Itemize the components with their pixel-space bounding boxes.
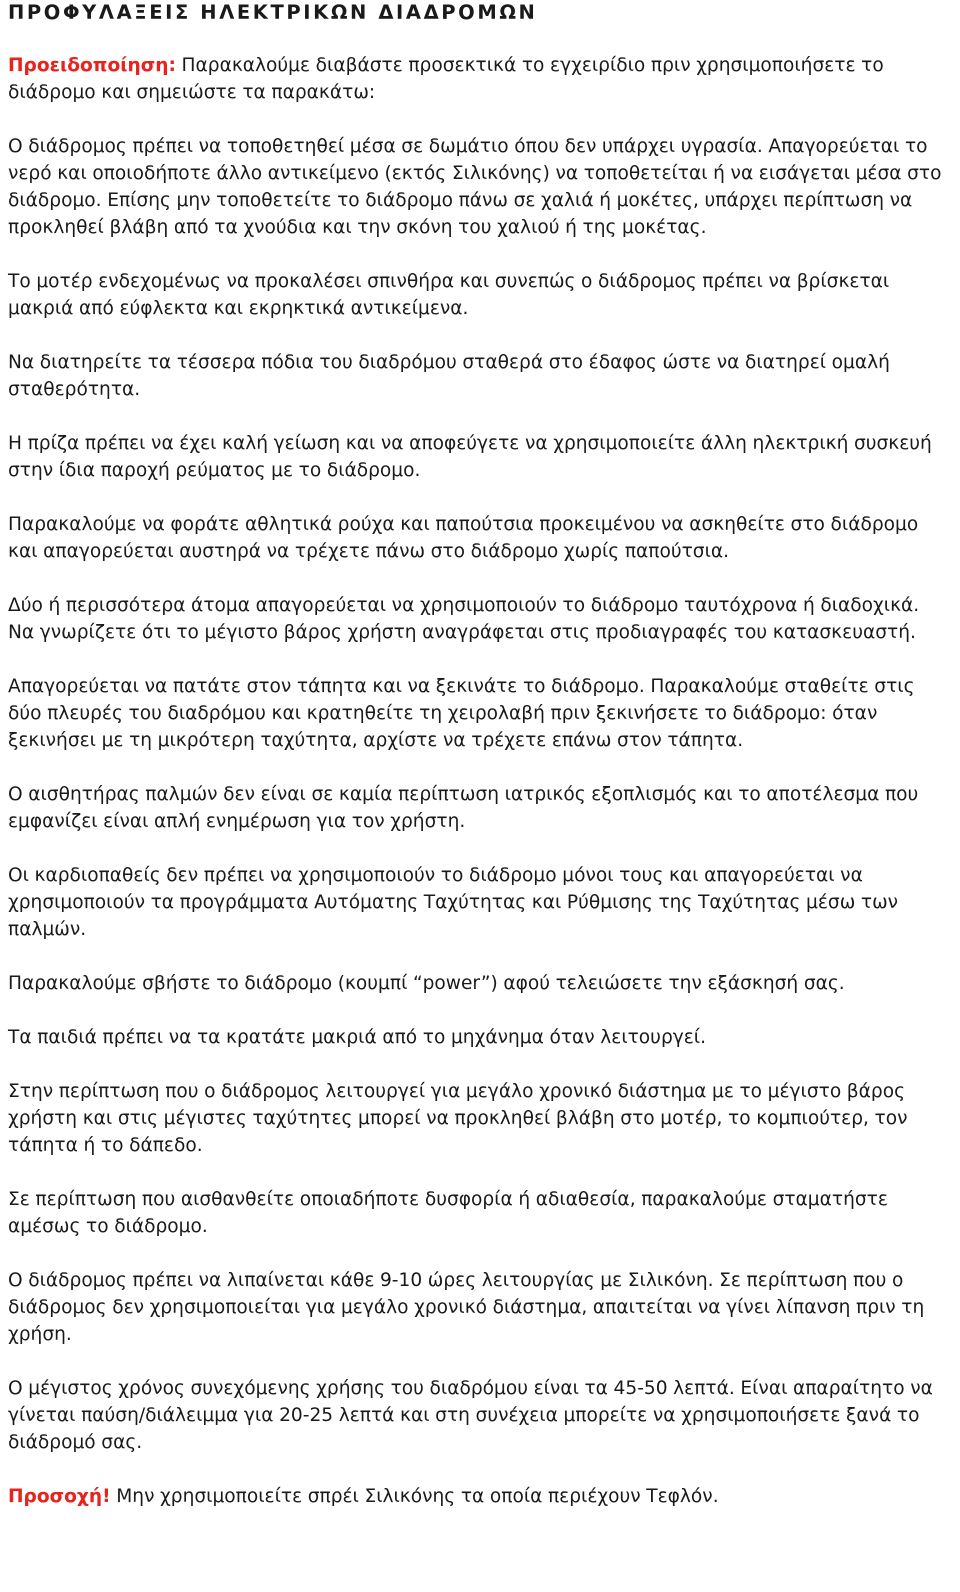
warning-paragraph [8,52,950,106]
paragraph-starting: Απαγορεύεται να πατάτε στον τάπητα και να ξεκινάτε το διάδρομο. Παρακαλούμε σταθείτε στις δύο πλευρές του διαδρόμου και κρατηθείτε τη χειρολαβή πριν ξεκινήσετε το διάδρομο: όταν ξεκινήσει με τη μικρότερη ταχύτητα, αρχίστε να τρέχετε επάνω στον τάπητα. [8,676,915,751]
paragraph-clothing: Παρακαλούμε να φοράτε αθλητικά ρούχα και παπούτσια προκειμένου να ασκηθείτε στο διάδρομο και απαγορεύεται αυστηρά να τρέχετε πάνω στο διάδρομο χωρίς παπούτσια. [8,514,919,562]
caution-label: Προσοχή! [8,1486,111,1507]
paragraph-single-user: Δύο ή περισσότερα άτομα απαγορεύεται να χρησιμοποιούν το διάδρομο ταυτόχρονα ή διαδοχικά. Να γνωρίζετε ότι το μέγιστο βάρος χρήστη αναγράφεται στις προδιαγραφές του κατασκευαστή. [8,595,920,643]
paragraph-grounding: Η πρίζα πρέπει να έχει καλή γείωση και να αποφεύγετε να χρησιμοποιείτε άλλη ηλεκτρική συσκευή στην ίδια παροχή ρεύματος με το διάδρομο. [8,433,932,481]
document-title: ΠΡΟΦΥΛΑΞΕΙΣ ΗΛΕΚΤΡΙΚΩΝ ΔΙΑΔΡΟΜΩΝ [8,1,538,24]
paragraph-power-off: Παρακαλούμε σβήστε το διάδρομο (κουμπί “power”) αφού τελειώσετε την εξάσκησή σας. [8,973,845,994]
paragraph-pulse-sensor: Ο αισθητήρας παλμών δεν είναι σε καμία περίπτωση ιατρικός εξοπλισμός και το αποτέλεσμα που εμφανίζει είναι απλή ενημέρωση για τον χρήστη. [8,784,919,832]
warning-label: Προειδοποίηση: [8,55,176,76]
paragraph-feet-stability: Να διατηρείτε τα τέσσερα πόδια του διαδρόμου σταθερά στο έδαφος ώστε να διατηρεί ομαλή σταθερότητα. [8,352,890,400]
paragraph-max-usage-time: Ο μέγιστος χρόνος συνεχόμενης χρήσης του διαδρόμου είναι τα 45-50 λεπτά. Είναι απαραίτητο να γίνεται παύση/διάλειμμα για 20-25 λεπτά και στη συνέχεια μπορείτε να χρησιμοποιήσετε ξανά το διάδρομό σας. [8,1378,933,1453]
paragraph-overload: Στην περίπτωση που ο διάδρομος λειτουργεί για μεγάλο χρονικό διάστημα με το μέγιστο βάρος χρήστη και στις μέγιστες ταχύτητες μπορεί να προκληθεί βλάβη στο μοτέρ, το κομπιούτερ, τον τάπητα ή το δάπεδο. [8,1081,908,1156]
paragraph-discomfort: Σε περίπτωση που αισθανθείτε οποιαδήποτε δυσφορία ή αδιαθεσία, παρακαλούμε σταματήστε αμέσως το διάδρομο. [8,1189,888,1237]
caution-text: Μην χρησιμοποιείτε σπρέι Σιλικόνης τα οποία περιέχουν Τεφλόν. [110,1486,719,1507]
caution-paragraph [8,1483,950,1510]
paragraph-humidity: Ο διάδρομος πρέπει να τοποθετηθεί μέσα σε δωμάτιο όπου δεν υπάρχει υγρασία. Απαγορεύεται το νερό και οποιοδήποτε άλλο αντικείμενο (εκτός Σιλικόνης) να τοποθετείται ή να εισάγεται μέσα στο διάδρομο. Επίσης μην τοποθετείτε το διάδρομο πάνω σε χαλιά ή μοκέτες, υπάρχει περίπτωση να προκληθεί βλάβη από τα χνούδια και την σκόνη του χαλιού ή της μοκέτας. [8,136,942,238]
paragraph-children: Τα παιδιά πρέπει να τα κρατάτε μακριά από το μηχάνημα όταν λειτουργεί. [8,1027,706,1048]
paragraph-lubrication: Ο διάδρομος πρέπει να λιπαίνεται κάθε 9-10 ώρες λειτουργίας με Σιλικόνη. Σε περίπτωση που ο διάδρομος δεν χρησιμοποιείται για μεγάλο χρονικό διάστημα, απαιτείται να γίνει λίπανση πριν τη χρήση. [8,1270,925,1345]
paragraph-heart-patients: Οι καρδιοπαθείς δεν πρέπει να χρησιμοποιούν το διάδρομο μόνοι τους και απαγορεύεται να χρησιμοποιούν τα προγράμματα Αυτόματης Ταχύτητας και Ρύθμισης της Ταχύτητας μέσω των παλμών. [8,865,899,940]
warning-text: Παρακαλούμε διαβάστε προσεκτικά το εγχειρίδιο πριν χρησιμοποιήσετε το διάδρομο και σημειώστε τα παρακάτω: [8,55,884,103]
paragraph-sparks: Το μοτέρ ενδεχομένως να προκαλέσει σπινθήρα και συνεπώς ο διάδρομος πρέπει να βρίσκεται μακριά από εύφλεκτα και εκρηκτικά αντικείμενα. [8,271,890,319]
